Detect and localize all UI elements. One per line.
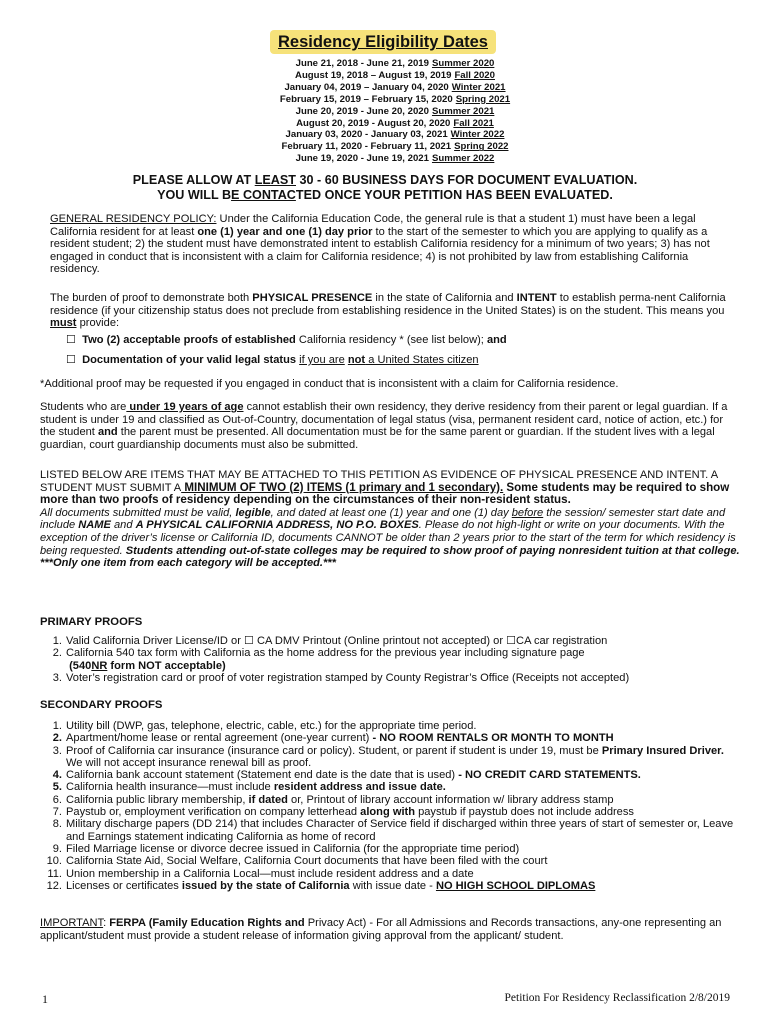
requirement-checkbox-item: ☐ Documentation of your valid legal status if you are not a United States citizen (66, 354, 479, 366)
under-19-paragraph: Students who are under 19 years of age cannot establish their own residency, they derive residency from their parent or legal guardian. If a student is under 19 and classified as Out-of-Country, documentation of legal status (visa, permanent resident card, notice of action, etc.) for the student and the parent must be presented. All documentation must be for the same parent or guardian. If the student lives with a legal guardian, court guardianship documents must also be submitted. (40, 401, 728, 451)
primary-proofs-heading: PRIMARY PROOFS (40, 616, 143, 628)
listed-items-paragraph: LISTED BELOW ARE ITEMS THAT MAY BE ATTACHED TO THIS PETITION AS EVIDENCE OF PHYSICAL PRESENCE AND INTENT. A STUDENT MUST SUBMIT A MINIMUM OF TWO (2) ITEMS (1 primary and 1 secondary). Some students may be required to show more than two proofs of residency depending on the circumstances of their non-resident status. All documents submitted must be valid, legible, and dated at least one (1) year and one (1) day before the session/ semester start date and include NAME and A PHYSICAL CALIFORNIA ADDRESS, NO P.O. BOXES. Please do not high-light or write on your documents. With the exception of the driver’s license or California ID, documents CANNOT be older than 2 years prior to the start of the term for which residency is being requested. Students attending out-of-state colleges may be required to show proof of paying nonresident tuition at that college. ***Only one item from each category will be accepted.*** (40, 469, 740, 570)
secondary-proofs-heading: SECONDARY PROOFS (40, 699, 163, 711)
date-row: February 15, 2019 – February 15, 2020 Spring 2021 (279, 93, 511, 105)
list-item: 1. Valid California Driver License/ID or ☐ CA DMV Printout (Online printout not accepted) or ☐CA car registration (52, 635, 608, 647)
list-item: 7. Paystub or, employment verification on company letterhead along with paystub if paystub does not include address (52, 806, 634, 819)
burden-of-proof-paragraph: The burden of proof to demonstrate both PHYSICAL PRESENCE in the state of California and INTENT to establish perma-nent California residence (if your citizenship status does not preclude from establishing residence in the United States) is on the student. This means you must provide: (50, 292, 726, 330)
date-row: August 19, 2018 – August 19, 2019 Fall 2020 (295, 69, 495, 81)
ferpa-notice: IMPORTANT: FERPA (Family Education Rights and Privacy Act) - For all Admissions and Records transactions, any-one representing an applicant/student must provide a student release of information giving approval from the applicant/ student. (40, 917, 722, 942)
list-item: 11. Union membership in a California Local—must include resident address and a date (47, 867, 474, 880)
list-item: 9. Filed Marriage license or divorce decree issued in California (for the appropriate time period) (52, 842, 520, 855)
date-row: June 20, 2019 - June 20, 2020 Summer 2021 (295, 105, 495, 117)
list-item: 8. Military discharge papers (DD 214) that includes Character of Service field if discharged within three years of start of semester or, Leave and Earnings statement indicating California as home of record (52, 818, 734, 843)
processing-notice-line2: YOU WILL BE CONTACTED ONCE YOUR PETITION HAS BEEN EVALUATED. (157, 188, 613, 202)
list-item: 3. Voter’s registration card or proof of voter registration stamped by County Registrar’s Office (Receipts not accepted) (52, 671, 630, 684)
list-item: 4. California bank account statement (Statement end date is the date that is used) - NO CREDIT CARD STATEMENTS. (52, 769, 641, 782)
list-item: 2. Apartment/home lease or rental agreement (one-year current) - NO ROOM RENTALS OR MONTH TO MONTH (52, 732, 614, 745)
date-row: August 20, 2019 - August 20, 2020 Fall 2021 (296, 117, 494, 129)
requirement-checkbox-item: ☐ Two (2) acceptable proofs of established California residency * (see list below); and (66, 334, 507, 346)
primary-proofs-list (40, 635, 740, 684)
eligibility-dates-list (230, 58, 560, 165)
list-item: 3. Proof of California car insurance (insurance card or policy). Student, or parent if student is under 19, must be Primary Insured Driver. We will not accept insurance renewal bill as proof. (52, 744, 724, 769)
list-item: 10. California State Aid, Social Welfare, California Court documents that have been filed with the court (46, 855, 548, 868)
date-row: February 11, 2020 - February 11, 2021 Spring 2022 (281, 141, 509, 153)
list-item: 2. California 540 tax form with California as the home address for the previous year including signature page (540NR form NOT acceptable) (52, 647, 585, 672)
page-number: 1 (42, 992, 48, 1006)
additional-proof-note: *Additional proof may be requested if you engaged in conduct that is inconsistent with a claim for California residence. (40, 378, 619, 390)
list-item: 5. California health insurance—must include resident address and issue date. (52, 781, 446, 794)
date-row: January 04, 2019 – January 04, 2020 Winter 2021 (284, 81, 506, 93)
processing-notice-line1: PLEASE ALLOW AT LEAST 30 - 60 BUSINESS DAYS FOR DOCUMENT EVALUATION. (132, 173, 638, 187)
page-title: Residency Eligibility Dates (270, 30, 496, 54)
list-item: 6. California public library membership, if dated or, Printout of library account information w/ library address stamp (52, 793, 614, 806)
secondary-proofs-list (40, 720, 740, 892)
list-item: 12. Licenses or certificates issued by the state of California with issue date - NO HIGH SCHOOL DIPLOMAS (46, 879, 596, 892)
checkbox-icon: ☐ (66, 334, 76, 346)
date-row: June 21, 2018 - June 21, 2019 Summer 2020 (295, 58, 495, 69)
general-policy-paragraph: GENERAL RESIDENCY POLICY: Under the California Education Code, the general rule is that a student 1) must have been a legal California resident for at least one (1) year and one (1) day prior to the start of the semester to which you are applying to qualify as a resident student; 2) the student must have demonstrated intent to establish California residency for a minimum of two years; 3) has not engaged in conduct that is inconsistent with a claim for California residence; 4) is not prohibited by law from establishing California residency. (50, 213, 710, 276)
checkbox-icon: ☐ (66, 354, 76, 366)
document-footer: Petition For Residency Reclassification 2/8/2019 (504, 992, 730, 1004)
list-item: 1. Utility bill (DWP, gas, telephone, electric, cable, etc.) for the appropriate time period. (52, 720, 477, 732)
date-row: January 03, 2020 - January 03, 2021 Winter 2022 (285, 129, 505, 141)
date-row: June 19, 2020 - June 19, 2021 Summer 2022 (295, 153, 495, 165)
